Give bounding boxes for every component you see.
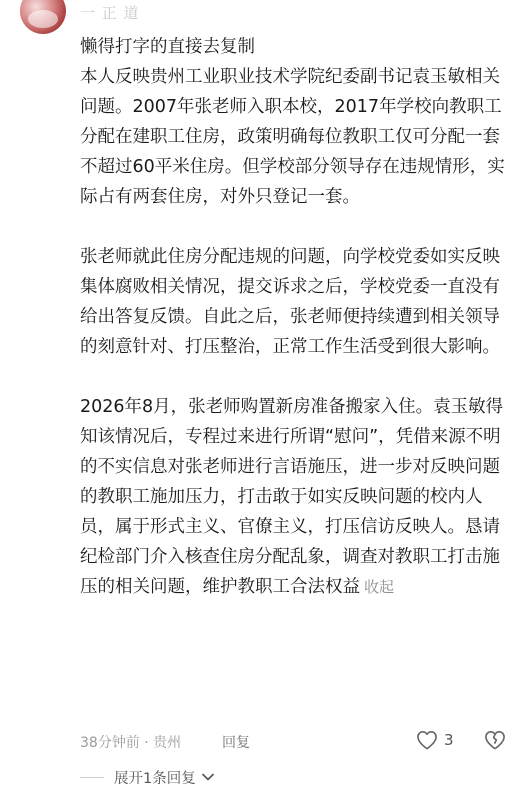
like-button[interactable]	[416, 730, 454, 750]
expand-replies-label: 展开1条回复	[114, 770, 196, 787]
comment-body	[80, 32, 512, 602]
reply-button[interactable]: 回复	[222, 735, 250, 751]
expand-divider	[80, 777, 104, 778]
broken-heart-icon	[484, 730, 506, 750]
comment-intro: 懒得打字的直接去复制	[80, 37, 255, 57]
dislike-button[interactable]	[484, 730, 506, 754]
comment-paragraph-2: 张老师就此住房分配违规的问题，向学校党委如实反映集体腐败相关情况，提交诉求之后，学校党委一直没有给出答复反馈。自此之后，张老师便持续遭到相关领导的刻意针对、打压整治，正常工作生活受到很大影响。	[80, 247, 500, 357]
comment-paragraph-3-text: 2026年8月，张老师购置新房准备搬家入住。袁玉敏得知该情况后，专程过来进行所谓“慰问”，凭借来源不明的不实信息对张老师进行言语施压，进一步对反映问题的教职工施加压力，打击敢于如实反映问题的校内人员，属于形式主义、官僚主义，打压信访反映人。恳请纪检部门介入核查住房分配乱象，调查对教职工打击施压的相关问题，维护教职工合法权益	[80, 397, 504, 597]
comment-paragraph-3	[80, 392, 512, 602]
username[interactable]: 一 正 道	[80, 4, 140, 22]
comment-meta	[80, 730, 512, 754]
like-count: 3	[444, 731, 454, 749]
chevron-down-icon	[202, 773, 214, 781]
expand-replies[interactable]	[80, 766, 214, 788]
time-location: 38分钟前 · 贵州	[80, 735, 182, 751]
avatar[interactable]	[20, 0, 66, 34]
comment-paragraph-1: 本人反映贵州工业职业技术学院纪委副书记袁玉敏相关问题。2007年张老师入职本校，2017年学校向教职工分配在建职工住房，政策明确每位教职工仅可分配一套不超过60平米住房。但学校部分领导存在违规情形，实际占有两套住房，对外只登记一套。	[80, 67, 505, 207]
collapse-link[interactable]: 收起	[364, 578, 395, 596]
heart-icon	[416, 730, 438, 750]
